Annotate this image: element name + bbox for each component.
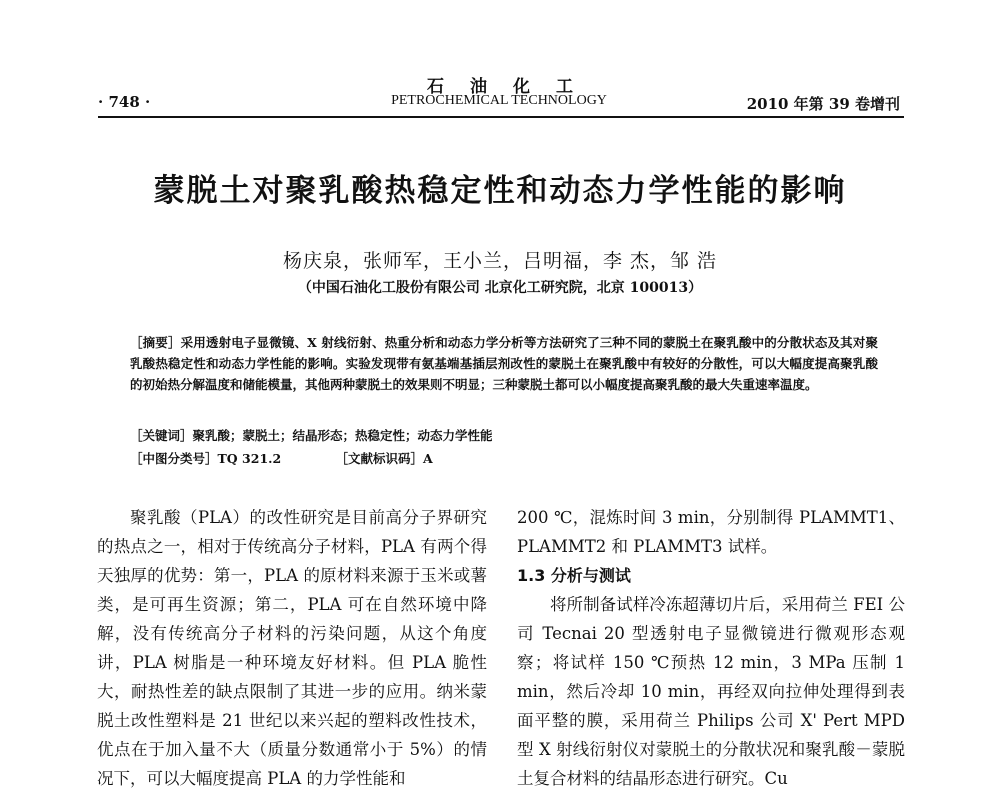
clc-number: ［中图分类号］TQ 321.2 — [130, 451, 282, 466]
method-continuation: 200 ℃，混炼时间 3 min，分别制得 PLAMMT1、PLAMMT2 和 PLAMMT3 试样。 — [517, 508, 905, 556]
running-header — [98, 93, 900, 115]
analysis-paragraph: 将所制备试样冷冻超薄切片后，采用荷兰 FEI 公司 Tecnai 20 型透射电子显微镜进行微观形态观察；将试样 150 ℃预热 12 min，3 MPa 压制 1 min，然后冷却 10 min，再经双向拉伸处理得到表面平整的膜，采用荷兰 Philips 公司 X' Pert MPD 型 X 射线衍射仪对蒙脱土的分散状况和聚乳酸－蒙脱土复合材料的结晶形态进行研究。Cu — [517, 595, 905, 788]
document-code: ［文献标识码］A — [335, 451, 433, 466]
issue-label: 2010 年第 39 卷增刊 — [746, 95, 900, 113]
body-column-right — [517, 503, 905, 793]
journal-name-english: PETROCHEMICAL TECHNOLOGY — [391, 93, 607, 108]
section-heading: 1.3 分析与测试 — [517, 566, 631, 585]
classification-line — [130, 449, 878, 467]
article-title: 蒙脱土对聚乳酸热稳定性和动态力学性能的影响 — [153, 173, 847, 209]
keywords: ［关键词］聚乳酸；蒙脱土；结晶形态；热稳定性；动态力学性能 — [130, 428, 493, 443]
abstract-text: ［摘要］采用透射电子显微镜、X 射线衍射、热重分析和动态力学分析等方法研究了三种不同的蒙脱土在聚乳酸中的分散状态及其对聚乳酸热稳定性和动态力学性能的影响。实验发现带有氨基端基插层剂改性的蒙脱土在聚乳酸中有较好的分散性，可以大幅度提高聚乳酸的初始热分解温度和储能模量，其他两种蒙脱土的效果则不明显；三种蒙脱土都可以小幅度提高聚乳酸的最大失重速率温度。 — [130, 335, 878, 392]
page-number: · 748 · — [98, 93, 151, 111]
intro-paragraph: 聚乳酸（PLA）的改性研究是目前高分子界研究的热点之一，相对于传统高分子材料，PLA 有两个得天独厚的优势：第一，PLA 的原材料来源于玉米或薯类，是可再生资源；第二，PLA 可在自然环境中降解，没有传统高分子材料的污染问题，从这个角度讲，PLA 树脂是一种环境友好材料。但 PLA 脆性大，耐热性差的缺点限制了其进一步的应用。纳米蒙脱土改性塑料是 21 世纪以来兴起的塑料改性技术，优点在于加入量不大（质量分数通常小于 5%）的情况下，可以大幅度提高 PLA 的力学性能和 — [97, 508, 487, 788]
body-column-left — [97, 503, 487, 793]
author-affiliation: （中国石油化工股份有限公司 北京化工研究院，北京 100013） — [297, 280, 703, 296]
header-divider — [98, 116, 904, 118]
journal-name-chinese: 石油化工 — [427, 77, 599, 97]
author-list: 杨庆泉，张师军，王小兰，吕明福，李 杰，邹 浩 — [282, 250, 718, 272]
